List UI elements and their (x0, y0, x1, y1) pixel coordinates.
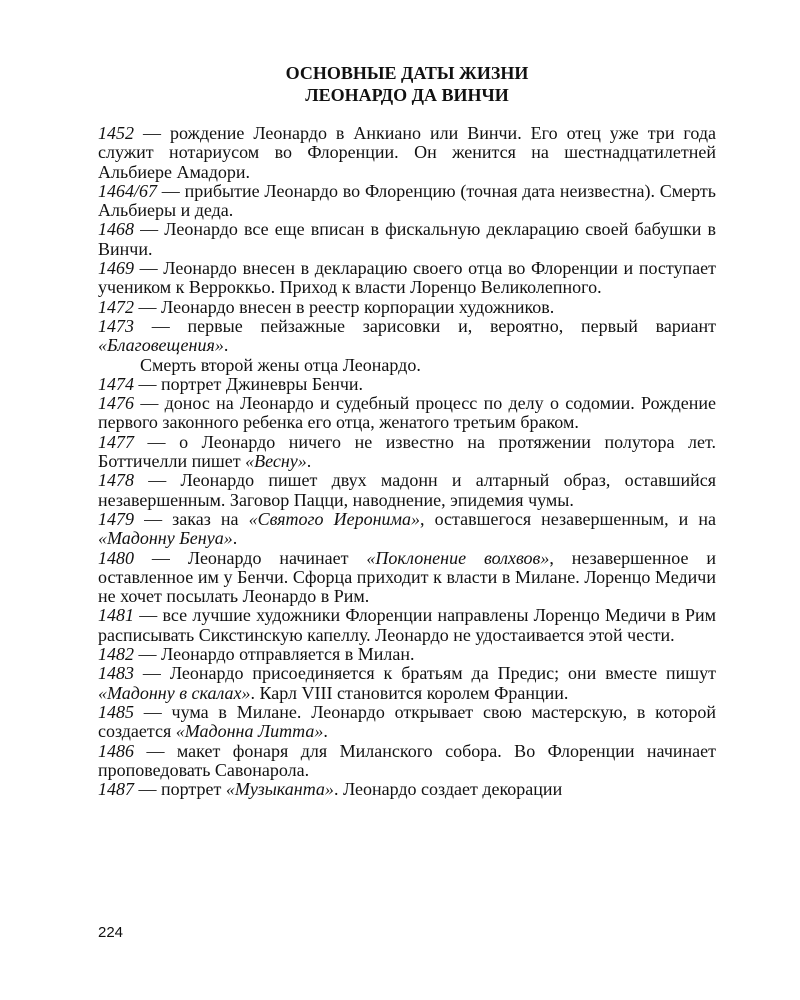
page-title (98, 62, 716, 106)
chronology-entry: 1487 — портрет «Музыканта». Леонардо создает декорации (98, 779, 563, 800)
chronology-entry: 1476 — донос на Леонардо и судебный процесс по делу о содомии. Рождение первого законного ребенка его отца, женатого третьим браком. (98, 393, 716, 433)
chronology-entry: 1477 — о Леонардо ничего не известно на протяжении полутора лет. Боттичелли пишет «Весну». (98, 431, 716, 472)
chronology-entry: 1472 — Леонардо внесен в реестр корпорации художников. (98, 296, 555, 317)
chronology-entry: 1468 — Леонардо все еще вписан в фискальную декларацию своей бабушки в Винчи. (98, 219, 716, 259)
title-line-2: ЛЕОНАРДО ДА ВИНЧИ (305, 85, 509, 105)
chronology-entry: 1480 — Леонардо начинает «Поклонение волхвов», незавершенное и оставленное им у Бенчи. Сфорца приходит к власти в Милане. Лоренцо Медичи не хочет посылать Леонардо в Рим. (98, 547, 716, 607)
page-content (98, 62, 716, 799)
chronology-entry: 1479 — заказ на «Святого Иеронима», оставшегося незавершенным, и на «Мадонну Бенуа». (98, 508, 716, 549)
chronology-entry: 1481 — все лучшие художники Флоренции направлены Лоренцо Медичи в Рим расписывать Сикстинскую капеллу. Леонардо не удостаивается этой чести. (98, 605, 716, 645)
chronology-entry: 1474 — портрет Джиневры Бенчи. (98, 373, 364, 394)
chronology-entry: 1464/67 — прибытие Леонардо во Флоренцию (точная дата неизвестна). Смерть Альбиеры и деда. (98, 180, 716, 221)
chronology-entry: 1485 — чума в Милане. Леонардо открывает свою мастерскую, в которой создается «Мадонна Литта». (98, 701, 716, 742)
chronology-entry: 1482 — Леонардо отправляется в Милан. (98, 644, 415, 665)
chronology-entry: 1452 — рождение Леонардо в Анкиано или Винчи. Его отец уже три года служит нотариусом во Флоренции. Он женится на шестнадцатилетней Альбиере Амадори. (98, 123, 716, 182)
chronology-entry: 1478 — Леонардо пишет двух мадонн и алтарный образ, оставшийся незавершенным. Заговор Пацци, наводнение, эпидемия чумы. (98, 470, 716, 510)
page-number: 224 (98, 924, 124, 941)
chronology-entry: 1486 — макет фонаря для Миланского собора. Во Флоренции начинает проповедовать Савонарола. (98, 740, 716, 780)
chronology-entry: 1469 — Леонардо внесен в декларацию своего отца во Флоренции и поступает учеником к Верроккьо. Приход к власти Лоренцо Великолепного. (98, 258, 716, 298)
chronology-entry: 1483 — Леонардо присоединяется к братьям да Предис; они вместе пишут «Мадонну в скалах». Карл VIII становится королем Франции. (98, 663, 716, 703)
chronology-entry: 1473 — первые пейзажные зарисовки и, вероятно, первый вариант «Благовещения». Смерть второй жены отца Леонардо. (98, 315, 716, 375)
title-line-1: ОСНОВНЫЕ ДАТЫ ЖИЗНИ (285, 63, 529, 83)
